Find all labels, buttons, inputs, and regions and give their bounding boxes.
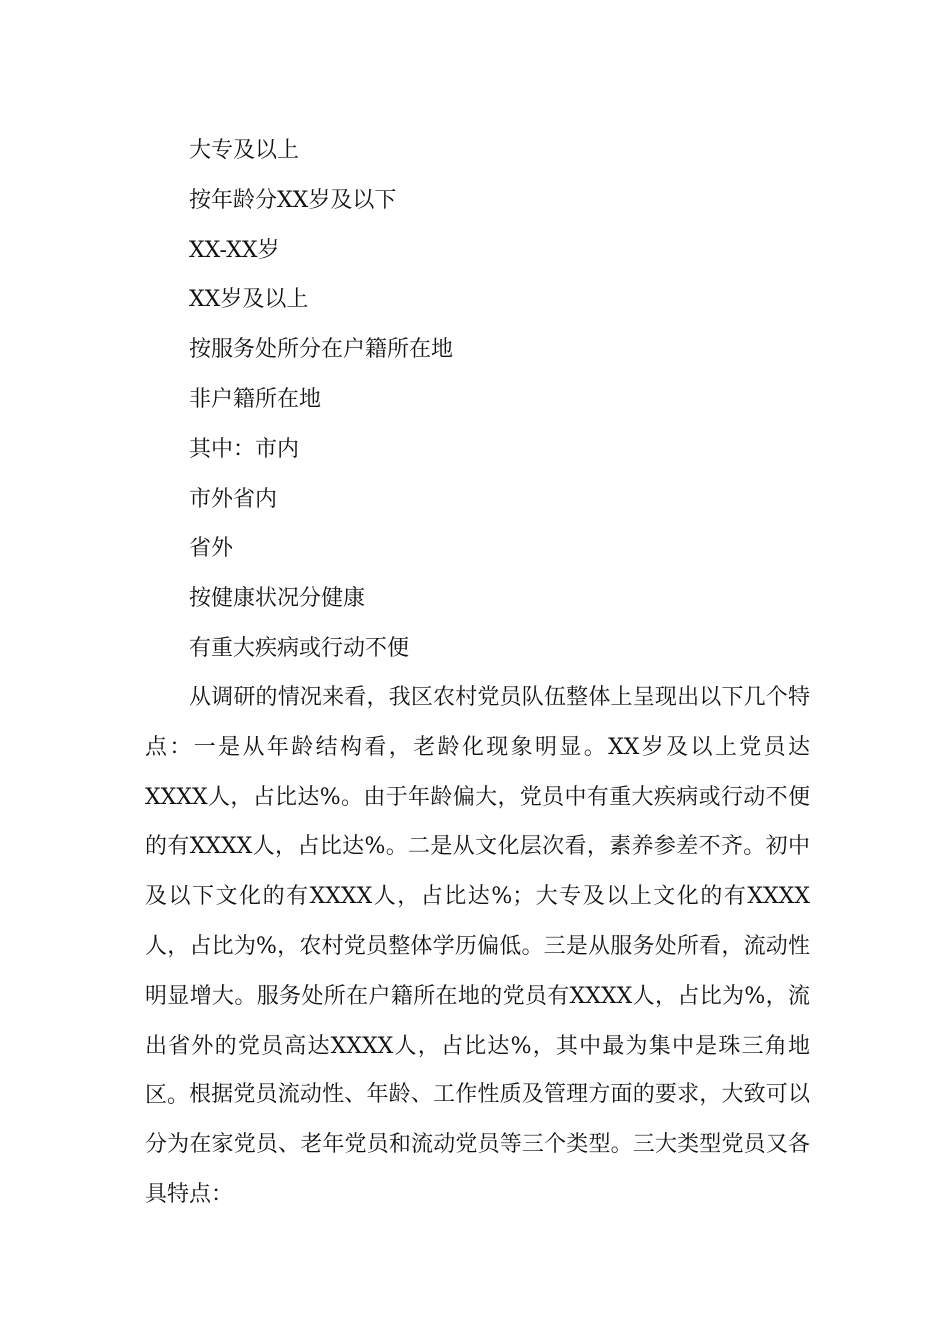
list-item: 其中：市内 xyxy=(189,436,300,462)
list-item: 按服务处所分在户籍所在地 xyxy=(189,337,454,363)
list-item: 按年龄分XX岁及以下 xyxy=(189,187,397,213)
body-paragraph-characteristics: 从调研的情况来看，我区农村党员队伍整体上呈现出以下几个特点：一是从年龄结构看，老龄化现象明显。XX岁及以上党员达XXXX人，占比达%。由于年龄偏大，党员中有重大疾病或行动不便的有XXXX人，占比达%。二是从文化层次看，素养参差不齐。初中及以下文化的有XXXX人，占比达%；大专及以上文化的有XXXX人，占比为%，农村党员整体学历偏低。三是从服务处所看，流动性明显增大。服务处所在户籍所在地的党员有XXXX人，占比为%，流出省外的党员高达XXXX人，占比达%，其中最为集中是珠三角地区。 xyxy=(145,685,810,1109)
list-item: 市外省内 xyxy=(189,486,278,512)
list-item: XX-XX岁 xyxy=(189,237,280,263)
list-item: XX岁及以上 xyxy=(189,287,309,313)
list-item: 按健康状况分健康 xyxy=(189,586,366,612)
statistics-list xyxy=(189,131,809,679)
list-item: 非户籍所在地 xyxy=(189,386,322,412)
body-paragraph-types: 根据党员流动性、年龄、工作性质及管理方面的要求，大致可以分为在家党员、老年党员和流动党员等三个类型。三大类型党员又各具特点： xyxy=(145,1082,810,1207)
list-item: 有重大疾病或行动不便 xyxy=(189,635,410,661)
list-item: 大专及以上 xyxy=(189,138,300,163)
list-item: 省外 xyxy=(189,536,234,562)
